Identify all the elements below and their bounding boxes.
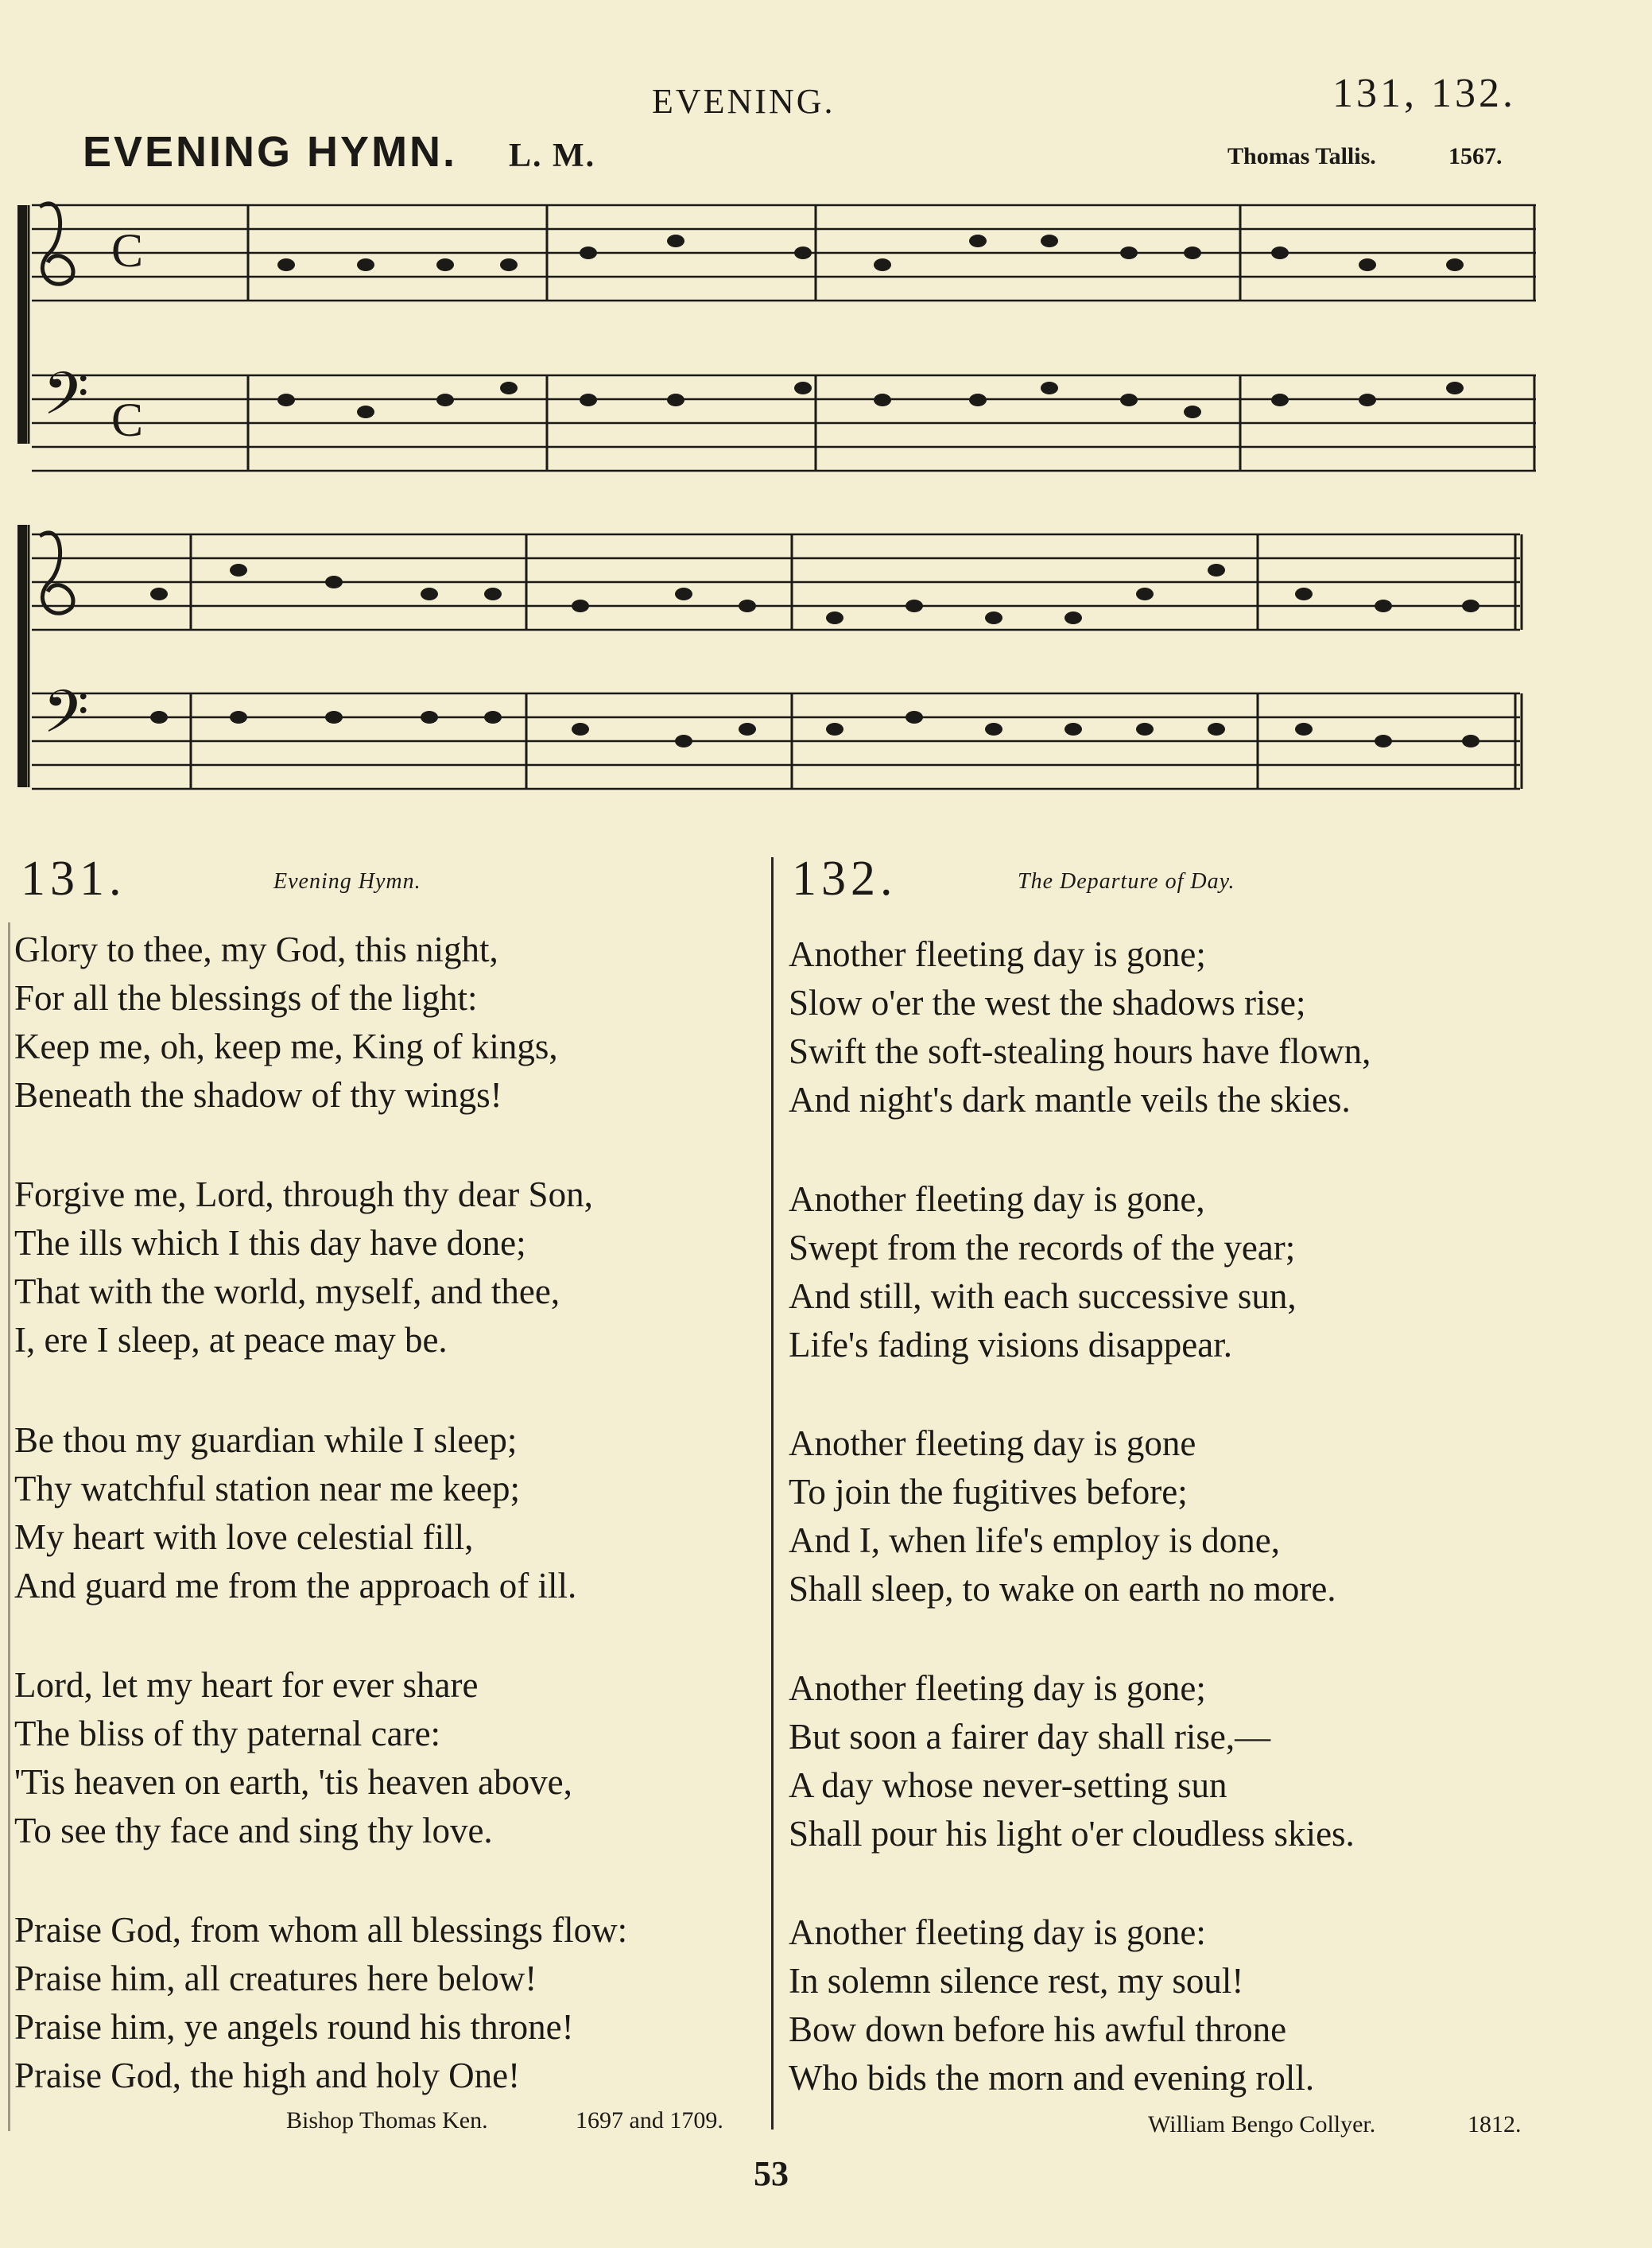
stanza-line: Shall pour his light o'er cloudless skies. [789, 1814, 1355, 1854]
page-number: 53 [754, 2154, 789, 2193]
hymn-131-author: Bishop Thomas Ken. [286, 2107, 488, 2133]
hymn-132-author: William Bengo Collyer. [1148, 2111, 1376, 2137]
stanza-line: Swift the soft-stealing hours have flown, [789, 1031, 1371, 1071]
stanza-line: To see thy face and sing thy love. [14, 1811, 493, 1850]
hymn-131-stanza-2 [14, 1171, 593, 1365]
svg-text:𝄢: 𝄢 [43, 681, 89, 759]
score-system-2 [17, 525, 1522, 789]
stanza-line: And I, when life's employ is done, [789, 1520, 1281, 1560]
stanza-line: Shall sleep, to wake on earth no more. [789, 1569, 1336, 1609]
stanza-line: Praise God, from whom all blessings flow: [14, 1910, 628, 1950]
stanza-line: Lord, let my heart for ever share [14, 1665, 479, 1705]
tune-composer: Thomas Tallis. [1227, 143, 1376, 169]
stanza-line: Praise him, all creatures here below! [14, 1959, 537, 1998]
stanza-line: The ills which I this day have done; [14, 1223, 526, 1263]
hymn-132-stanza-5 [789, 1908, 1314, 2102]
left-margin-rule [8, 922, 10, 2131]
hymn-131-stanza-5 [14, 1906, 627, 2100]
score-system-1 [17, 204, 1536, 471]
stanza-line: But soon a fairer day shall rise,— [789, 1717, 1271, 1757]
section-title: EVENING. [652, 82, 836, 121]
stanza-line: Another fleeting day is gone, [789, 1179, 1205, 1219]
hymn-132-stanza-2 [789, 1175, 1297, 1369]
hymn-132-stanza-4 [789, 1664, 1355, 1858]
svg-text:C: C [111, 394, 144, 446]
stanza-line: Another fleeting day is gone; [789, 1668, 1206, 1708]
stanza-line: Glory to thee, my God, this night, [14, 930, 498, 969]
stanza-line: Thy watchful station near me keep; [14, 1469, 521, 1508]
svg-text:C: C [111, 224, 144, 277]
hymn-numbers: 131, 132. [1332, 71, 1516, 116]
stanza-line: Swept from the records of the year; [789, 1228, 1296, 1268]
hymn-131-stanza-3 [14, 1416, 576, 1610]
hymn-132-subtitle: The Departure of Day. [1018, 869, 1235, 894]
hymn-131-number: 131. [21, 852, 126, 906]
stanza-line: 'Tis heaven on earth, 'tis heaven above, [14, 1762, 572, 1802]
hymn-131-stanza-1 [14, 926, 558, 1120]
tune-title: EVENING HYMN. [83, 128, 458, 176]
tune-composer-year: 1567. [1448, 143, 1503, 169]
stanza-line: I, ere I sleep, at peace may be. [14, 1320, 448, 1360]
stanza-line: Life's fading visions disappear. [789, 1325, 1232, 1365]
tune-meter: L. M. [509, 138, 596, 174]
hymn-132-number: 132. [792, 852, 898, 906]
stanza-line: Be thou my guardian while I sleep; [14, 1420, 518, 1460]
stanza-line: That with the world, myself, and thee, [14, 1272, 560, 1311]
stanza-line: My heart with love celestial fill, [14, 1517, 474, 1557]
stanza-line: Beneath the shadow of thy wings! [14, 1075, 502, 1115]
stanza-line: A day whose never-setting sun [789, 1765, 1227, 1805]
stanza-line: And guard me from the approach of ill. [14, 1566, 577, 1605]
stanza-line: And night's dark mantle veils the skies. [789, 1080, 1351, 1120]
stanza-line: The bliss of thy paternal care: [14, 1714, 441, 1753]
hymn-132-stanza-1 [789, 930, 1371, 1124]
hymn-131-years: 1697 and 1709. [576, 2107, 723, 2133]
stanza-line: In solemn silence rest, my soul! [789, 1961, 1244, 2001]
stanza-line: Who bids the morn and evening roll. [789, 2058, 1315, 2098]
stanza-line: Praise God, the high and holy One! [14, 2056, 521, 2095]
stanza-line: Keep me, oh, keep me, King of kings, [14, 1027, 558, 1066]
stanza-line: Slow o'er the west the shadows rise; [789, 983, 1306, 1023]
hymn-132-year: 1812. [1468, 2111, 1522, 2137]
column-divider [771, 857, 774, 2130]
stanza-line: Praise him, ye angels round his throne! [14, 2007, 574, 2047]
hymn-131-stanza-4 [14, 1661, 572, 1855]
stanza-line: To join the fugitives before; [789, 1472, 1188, 1512]
svg-text:𝄢: 𝄢 [43, 363, 89, 441]
stanza-line: Bow down before his awful throne [789, 2009, 1287, 2049]
stanza-line: Forgive me, Lord, through thy dear Son, [14, 1174, 593, 1214]
stanza-line: Another fleeting day is gone: [789, 1912, 1206, 1952]
stanza-line: Another fleeting day is gone [789, 1423, 1196, 1463]
stanza-line: For all the blessings of the light: [14, 978, 478, 1018]
stanza-line: And still, with each successive sun, [789, 1276, 1297, 1316]
stanza-line: Another fleeting day is gone; [789, 934, 1206, 974]
hymn-131-subtitle: Evening Hymn. [273, 869, 421, 894]
music-score [0, 0, 1652, 843]
hymn-132-stanza-3 [789, 1419, 1336, 1613]
